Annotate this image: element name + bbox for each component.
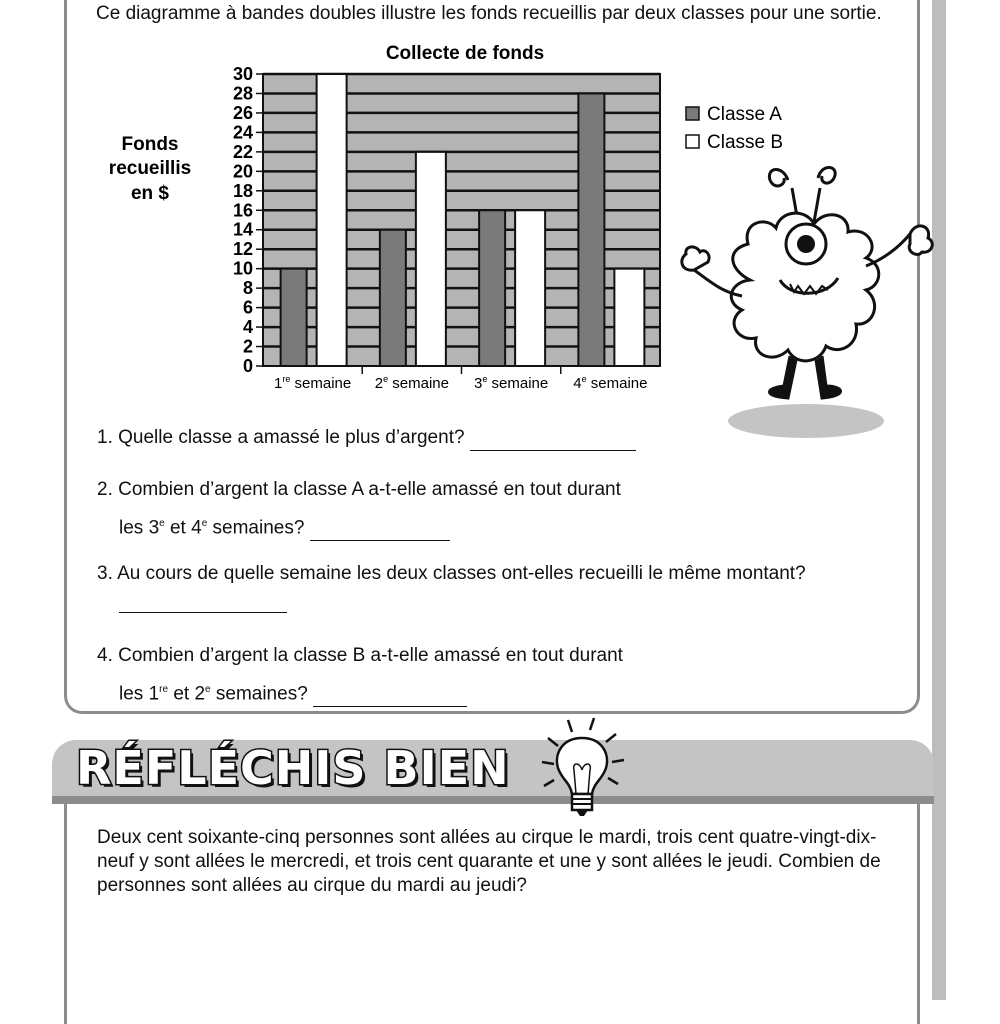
monster-illustration	[670, 160, 950, 450]
legend-label-classe-b: Classe B	[707, 132, 784, 153]
question-3: 3. Au cours de quelle semaine les deux classes ont-elles recueilli le même montant?	[97, 563, 806, 584]
question-4-line2	[119, 678, 467, 707]
y-tick-label-28: 28	[232, 83, 253, 104]
chart-title: Collecte de fonds	[385, 43, 545, 64]
intro-text: Ce diagramme à bandes doubles illustre les fonds recueillis par deux classes pour une sortie.	[96, 3, 882, 24]
banner-underline	[52, 796, 934, 804]
question-4-part-a: les 1	[119, 683, 160, 705]
bonus-problem-text: Deux cent soixante-cinq personnes sont allées au cirque le mardi, trois cent quatre-vingt-dix-neuf y sont allées le mercredi, et trois cent quarante et une y sont allées le jeudi. Combien de personnes sont allées au cirque du mardi au jeudi?	[97, 827, 881, 896]
question-4-part-b: et 2	[168, 683, 206, 705]
x-tick-label-week-2: 2e semaine	[374, 374, 449, 392]
y-axis	[233, 64, 263, 376]
bar-classe-a-week-4	[578, 93, 604, 366]
y-tick-label-20: 20	[232, 161, 253, 182]
y-tick-label-18: 18	[232, 180, 253, 201]
question-2-line1: 2. Combien d’argent la classe A a-t-elle amassé en tout durant	[97, 479, 621, 500]
question-2-part-a: les 3	[119, 517, 160, 539]
y-tick-label-12: 12	[232, 239, 253, 260]
question-2-part-b: et 4	[164, 517, 202, 539]
legend-label-classe-a: Classe A	[707, 104, 782, 125]
bar-classe-b-week-3	[515, 210, 545, 366]
question-1	[97, 426, 636, 451]
y-tick-label-26: 26	[232, 102, 253, 123]
x-tick-label-week-4: 4e semaine	[573, 374, 648, 392]
answer-line-2[interactable]	[310, 516, 450, 541]
bar-classe-b-week-4	[614, 269, 644, 366]
answer-line-4[interactable]	[313, 682, 467, 707]
answer-line-1[interactable]	[470, 426, 636, 451]
question-4-sup-1: re	[159, 684, 169, 695]
question-2-part-c: semaines?	[207, 517, 305, 539]
y-tick-label-4: 4	[242, 317, 253, 338]
legend-swatch-classe-b	[686, 135, 699, 148]
y-tick-label-22: 22	[232, 141, 253, 162]
x-axis	[274, 366, 647, 392]
y-tick-label-30: 30	[232, 64, 253, 84]
question-4-part-c: semaines?	[210, 683, 308, 705]
y-axis-label-line2: recueillis	[108, 158, 192, 179]
y-tick-label-2: 2	[242, 336, 253, 357]
answer-line-3[interactable]	[119, 612, 287, 613]
bar-classe-b-week-1	[317, 74, 347, 366]
y-axis-label-line3: en $	[130, 183, 170, 204]
question-2-line2	[119, 512, 450, 541]
bar-classe-b-week-2	[416, 152, 446, 366]
legend-swatch-classe-a	[686, 107, 699, 120]
page-edge-strip	[932, 0, 946, 1000]
banner-title: RÉFLÉCHIS BIEN	[76, 741, 510, 795]
x-tick-label-week-1: 1re semaine	[274, 374, 352, 392]
question-1-text: 1. Quelle classe a amassé le plus d’argent?	[97, 427, 465, 448]
y-tick-label-0: 0	[242, 356, 253, 376]
y-tick-label-16: 16	[232, 200, 253, 221]
y-tick-label-14: 14	[232, 219, 253, 240]
question-2-sup-1: e	[159, 518, 165, 529]
y-tick-label-24: 24	[232, 122, 253, 143]
y-tick-label-10: 10	[232, 258, 253, 279]
y-tick-label-8: 8	[242, 278, 253, 299]
bar-classe-a-week-1	[281, 269, 307, 366]
y-axis-label-line1: Fonds	[121, 134, 179, 155]
bar-classe-a-week-3	[479, 210, 505, 366]
y-tick-label-6: 6	[242, 297, 253, 318]
x-tick-label-week-3: 3e semaine	[474, 374, 549, 392]
question-4-line1: 4. Combien d’argent la classe B a-t-elle amassé en tout durant	[97, 645, 623, 666]
question-4-sup-2: e	[205, 684, 211, 695]
question-2-sup-2: e	[201, 518, 208, 529]
bar-classe-a-week-2	[380, 230, 406, 366]
